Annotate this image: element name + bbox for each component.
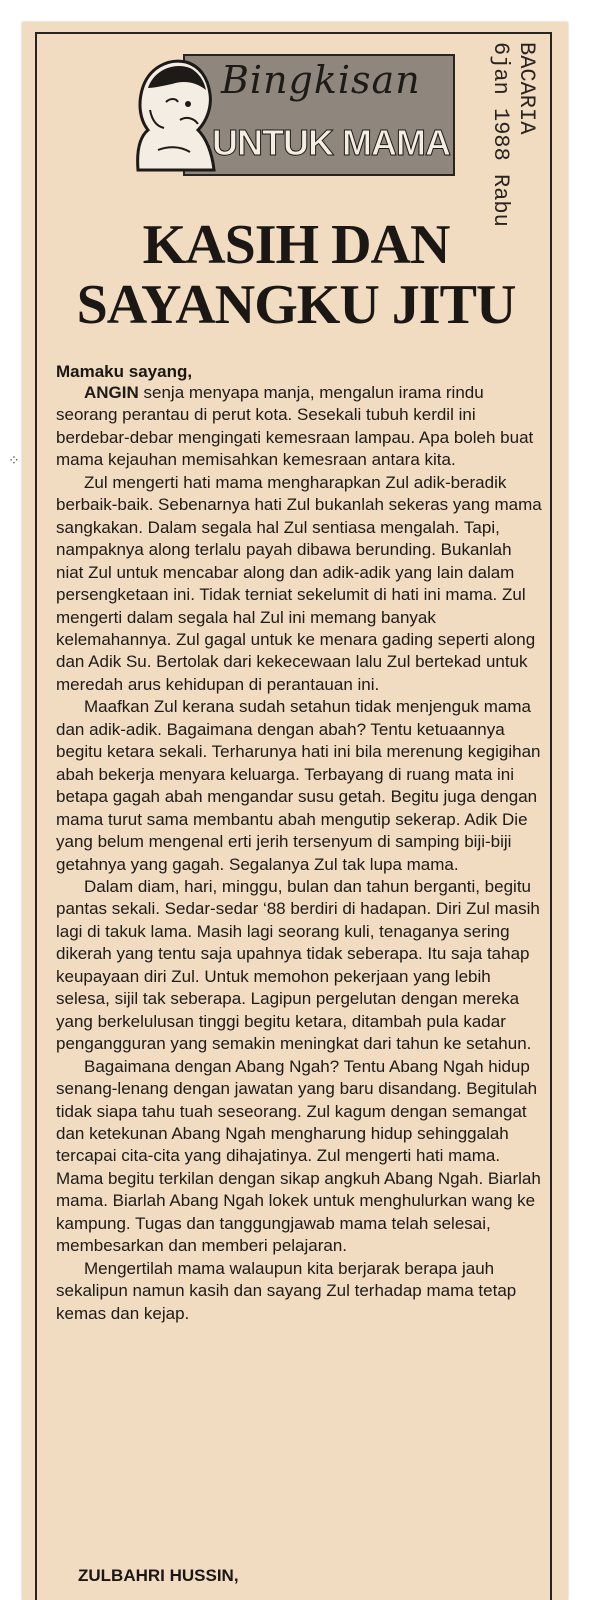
paragraph-1: ANGIN senja menyapa manja, mengalun irama rindu seorang perantau di perut kota. Sesekali tubuh kerdil ini berdebar-debar mengingati kemesraan lampau. Apa boleh buat mama kejauhan memisahkan kemesraan antara kita. xyxy=(56,383,534,470)
paragraph-2: Zul mengerti hati mama mengharapkan Zul adik-beradik berbaik-baik. Sebenarnya hati Zul bukanlah sekeras yang mama sangkakan. Dalam segala hal Zul sentiasa mengalah. Tapi, nampaknya along terlalu payah dibawa berunding. Bukanlah niat Zul untuk mencabar along dan adik-adik yang lain dalam persengketaan ini. Tidak terniat sekelumit di hati ini mama. Zul mengerti dalam segala hal Zul ini memang banyak kelemahannya. Zul gagal untuk ke menara gading seperti along dan Adik Su. Bertolak dari kekecewaan lalu Zul bertekad untuk meredah arus kehidupan di perantauan ini. xyxy=(56,472,542,694)
publication-name: BACARIA xyxy=(514,42,539,135)
mother-child-illustration-icon xyxy=(128,50,218,176)
banner-title: UNTUK MAMA xyxy=(212,122,450,163)
paragraph-4: Dalam diam, hari, minggu, bulan dan tahun berganti, begitu pantas sekali. Sedar-sedar ‘88 berdiri di hadapan. Diri Zul masih lagi di takuk lama. Masih lagi seorang kuli, tenaganya sering dikerah yang tentu saja upahnya tidak seberapa. Itu saja tahap keupayaan diri Zul. Untuk memohon pekerjaan yang lebih selesa, sijil tak seberapa. Lagipun pergelutan dengan mereka yang berkelulusan tinggi begitu ketara, ditambah pula kadar pengangguran yang semakin meningkat dari tahun ke setahun. xyxy=(56,876,540,1054)
headline-line-2: SAYANGKU JITU xyxy=(76,274,516,336)
article-body xyxy=(56,382,542,1325)
headline-line-1: KASIH DAN xyxy=(142,214,450,276)
greeting: Mamaku sayang, xyxy=(56,362,193,381)
column-banner xyxy=(128,50,458,176)
author-signature: ZULBAHRI HUSSIN, xyxy=(78,1566,239,1585)
banner-script-title: Bingkisan xyxy=(221,58,421,102)
paragraph-3: Maafkan Zul kerana sudah setahun tidak menjenguk mama dan adik-adik. Bagaimana dengan abah? Tentu ketuaannya begitu ketara sekali. Terharunya hati ini bila merenung kegigihan abah bekerja menyara keluarga. Terbayang di ruang mata ini betapa gagah abah mengandar susu getah. Begitu juga dengan mama turut sama membantu abah mengutip sekerap. Adik Die yang belum mengenal erti jerih tersenyum di samping biji-biji getahnya yang gagah. Segalanya Zul tak lupa mama. xyxy=(56,697,541,874)
paragraph-6: Mengertilah mama walaupun kita berjarak berapa jauh sekalipun namun kasih dan sayang Zul terhadap mama tetap kemas dan kejap. xyxy=(56,1258,517,1323)
paragraph-5: Bagaimana dengan Abang Ngah? Tentu Abang Ngah hidup senang-lenang dengan jawatan yang baru disandang. Begitulah tidak siapa tahu tuah seseorang. Zul kagum dengan semangat dan ketekunan Abang Ngah mengharung hidup sehinggalah tercapai cita-cita yang dihajatinya. Zul mengerti hati mama. Mama begitu terkilan dengan sikap angkuh Abang Ngah. Biarlah mama. Biarlah Abang Ngah lokek untuk menghulurkan wang ke kampung. Tugas dan tanggungjawab mama telah selesai, membesarkan dan memberi pelajaran. xyxy=(56,1056,541,1256)
publication-date: 6jan 1988 Rabu xyxy=(488,42,513,227)
headline xyxy=(40,215,552,335)
paper-speck: ⁘ xyxy=(8,452,20,468)
lead-word: ANGIN xyxy=(84,383,139,402)
